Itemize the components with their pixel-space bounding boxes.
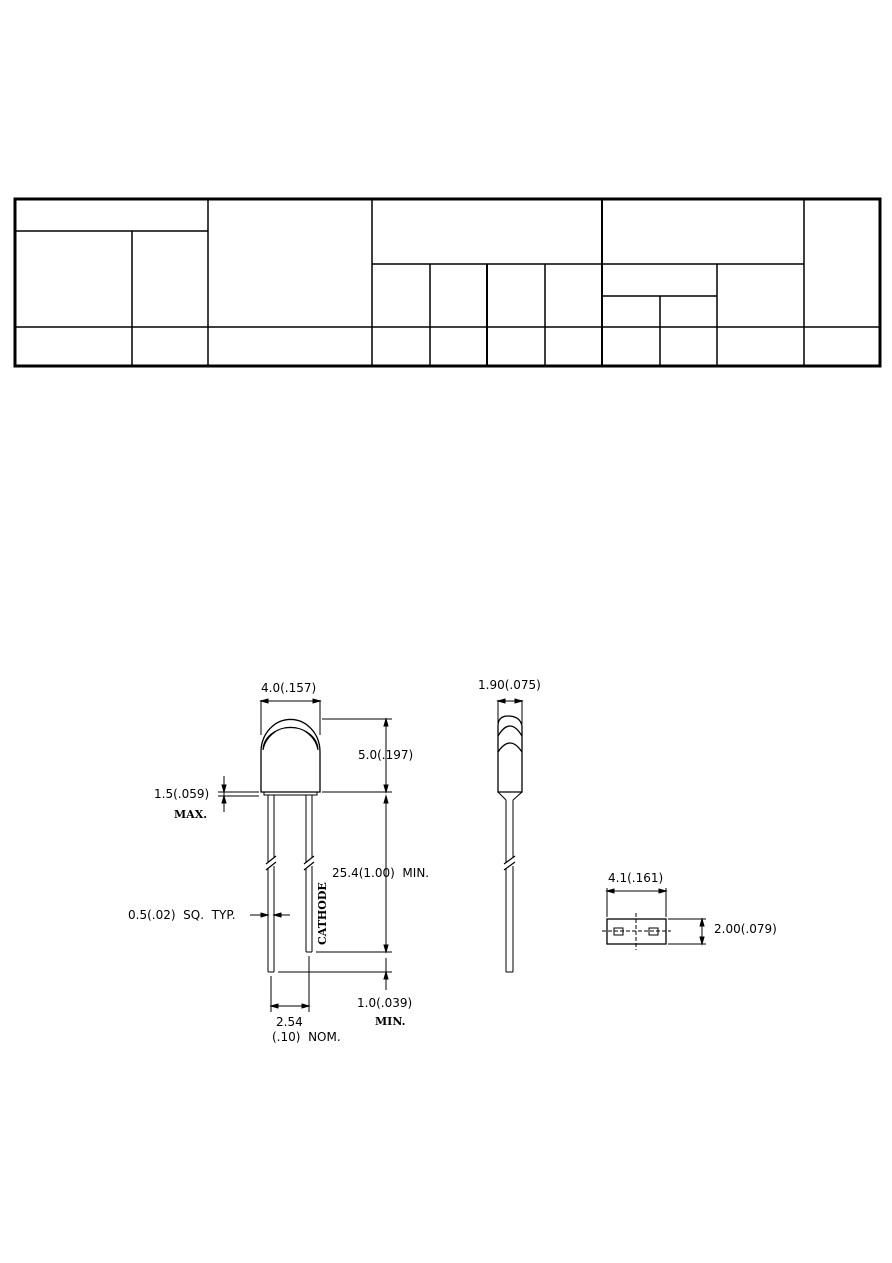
front-width-label: 4.0(.157)	[261, 681, 317, 695]
top-view	[602, 888, 706, 950]
side-width-label: 1.90(.075)	[478, 678, 541, 692]
lead-right-upper	[306, 795, 312, 862]
top-width-label: 4.1(.161)	[608, 871, 664, 885]
side-view	[498, 699, 522, 972]
lead-right-lower	[306, 866, 312, 952]
led-body-front	[261, 719, 320, 792]
led-body-side	[498, 716, 522, 792]
led-dome-shading	[263, 727, 318, 750]
lead-end-label: 1.0(.039)	[357, 996, 413, 1010]
cathode-label: CATHODE	[316, 882, 329, 945]
side-flange-taper	[498, 792, 522, 800]
side-dome-lines	[498, 726, 522, 752]
side-lead-lower	[506, 866, 513, 972]
lead-length-label: 25.4(1.00) MIN.	[332, 866, 430, 880]
lead-end-min-label: MIN.	[375, 1015, 406, 1028]
flange-max-label: MAX.	[174, 808, 208, 821]
pitch-nom-label: (.10) NOM.	[272, 1030, 341, 1044]
top-depth-label: 2.00(.079)	[714, 922, 777, 936]
lead-size-label: 0.5(.02) SQ. TYP.	[128, 908, 236, 922]
pitch-label: 2.54	[276, 1015, 303, 1029]
led-flange	[264, 792, 317, 795]
front-body-height-label: 5.0(.197)	[358, 748, 414, 762]
lead-left-upper	[268, 795, 274, 862]
front-view	[218, 699, 392, 1012]
side-lead-upper	[506, 800, 513, 862]
flange-label: 1.5(.059)	[154, 787, 210, 801]
lead-left-lower	[268, 866, 274, 972]
